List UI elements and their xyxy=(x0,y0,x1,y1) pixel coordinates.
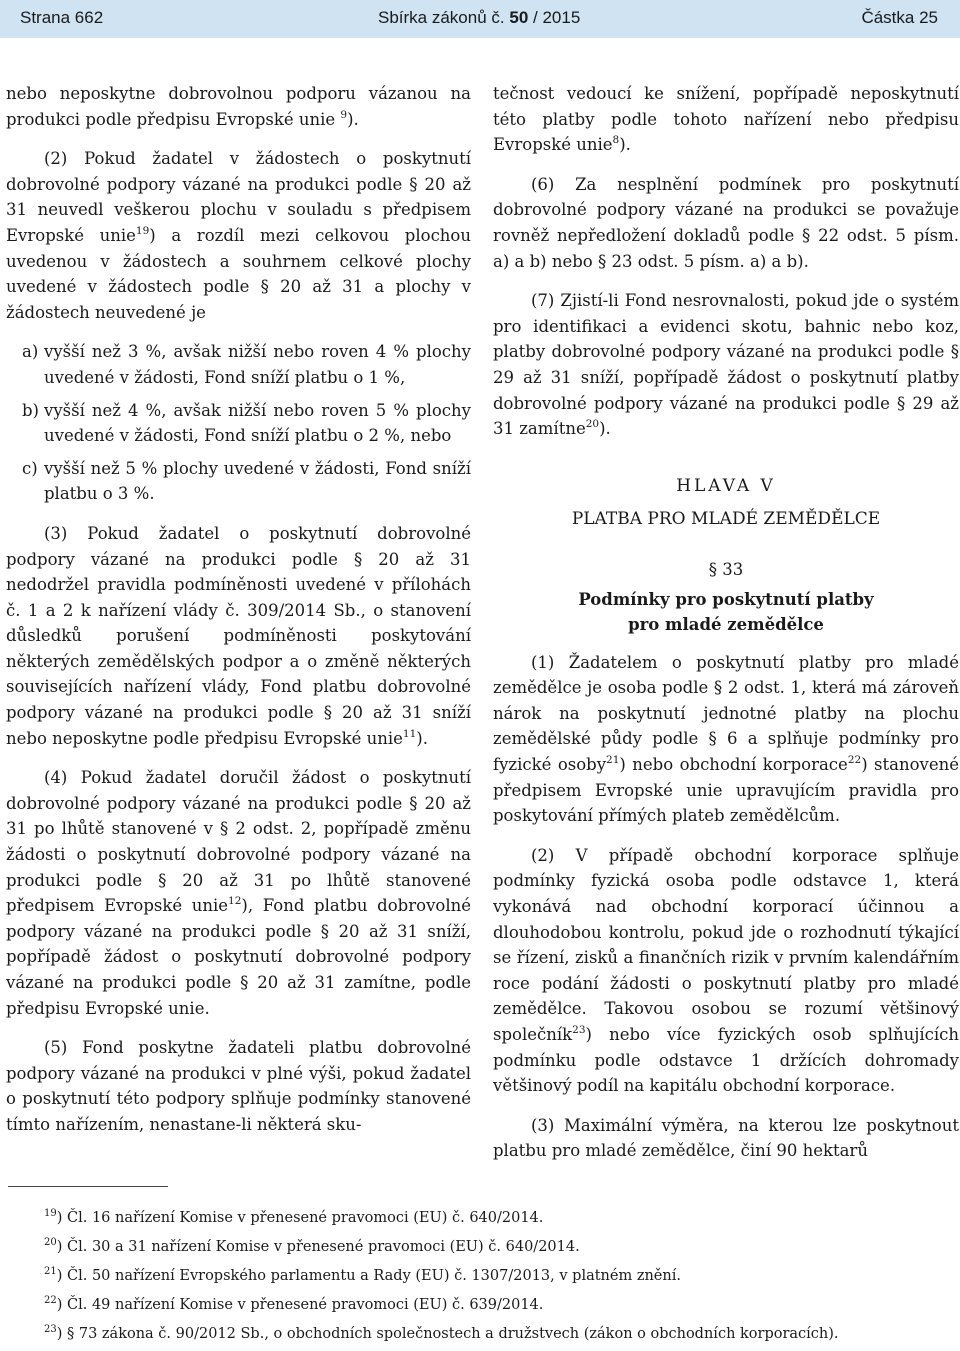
paragraph-3 xyxy=(6,521,471,751)
footnote-text: ) Čl. 30 a 31 nařízení Komise v přenesené pravomoci (EU) č. 640/2014. xyxy=(56,1239,580,1255)
footnote-ref[interactable]: 23 xyxy=(572,1024,586,1036)
list-item xyxy=(6,339,471,390)
collection-prefix: Sbírka zákonů č. xyxy=(378,8,505,27)
section-title-line: Podmínky pro poskytnutí platby xyxy=(578,589,874,609)
paragraph-text: (2) Pokud žadatel v žádostech o poskytnutí dobrovolné podpory vázané na produkci podle § 20 až 31 neuvedl veškerou plochu v souladu s předpisem Evropské unie xyxy=(6,149,471,245)
list-item-label: b) xyxy=(22,400,39,420)
section-number: § 33 xyxy=(708,559,744,579)
footnote-ref[interactable]: 22 xyxy=(847,754,862,767)
footnote-number: 23 xyxy=(44,1324,57,1335)
footnote-number: 19 xyxy=(44,1208,57,1219)
subsection-1 xyxy=(493,650,959,829)
paragraph-continued xyxy=(493,81,959,158)
list-item-label: c) xyxy=(22,458,38,478)
paragraph-text: ). xyxy=(347,109,359,129)
list-item-text: vyšší než 4 %, avšak nižší nebo roven 5 % plochy uvedené v žádosti, Fond sníží platbu o 2 %, nebo xyxy=(44,400,471,446)
page-header xyxy=(0,0,960,38)
list-item xyxy=(6,398,471,449)
footnote xyxy=(44,1206,944,1231)
footnote-divider xyxy=(8,1186,168,1187)
paragraph-7 xyxy=(493,288,959,442)
left-column xyxy=(6,81,471,1152)
paragraph-text: ) stanovené předpisem Evropské unie upravujícím pravidla pro poskytování přímých plateb zemědělcům. xyxy=(493,755,960,826)
collection-number: 50 xyxy=(509,8,529,27)
collection-year: / 2015 xyxy=(533,8,581,27)
footnote-ref[interactable]: 8 xyxy=(612,134,620,147)
paragraph-text: ), Fond platbu dobrovolné podpory vázané na produkci podle § 20 až 31 sníží, popřípadě žádost o poskytnutí dobrovolné podpory vázané na produkci podle § 20 až 31 zamítne, podle předpisu Evropské unie. xyxy=(6,896,471,1018)
subsection-2 xyxy=(493,843,959,1099)
footnote-number: 20 xyxy=(44,1237,57,1248)
paragraph-5: (5) Fond poskytne žadateli platbu dobrovolné podpory vázané na produkci v plné výši, pokud žadatel o poskytnutí této podpory splňuje podmínky stanovené tímto nařízením, nenastane-li některá sku- xyxy=(6,1038,471,1134)
paragraph-text: (1) Žadatelem o poskytnutí platby pro mladé zemědělce je osoba podle § 2 odst. 1, která má zároveň nárok na poskytnutí jednotné platby na plochu zemědělské půdy podle § 6 a splňuje podmínky pro fyzické osoby xyxy=(493,652,959,775)
paragraph-2 xyxy=(6,146,471,325)
subsection-3: (3) Maximální výměra, na kterou lze poskytnout platbu pro mladé zemědělce, činí 90 hektarů xyxy=(493,1115,959,1161)
paragraph-text: (2) V případě obchodní korporace splňuje podmínky fyzická osoba podle odstavce 1, která vykonává nad obchodní korporací účinnou a dlouhodobou kontrolu, pokud jde o rozhodnutí týkající se řízení, zisků a finančních rizik v prvním kalendářním roce podání žádosti o poskytnutí platby pro mladé zemědělce. Takovou osobou se rozumí většinový společník xyxy=(493,845,959,1044)
page-number: Strana 662 xyxy=(20,8,104,27)
footnote-ref[interactable]: 11 xyxy=(402,727,417,740)
section-title xyxy=(493,587,959,638)
paragraph-6: (6) Za nesplnění podmínek pro poskytnutí dobrovolné podpory vázané na produkci se považuje rovněž nepředložení dokladů podle § 22 odst. 5 písm. a) a b) nebo § 23 odst. 5 písm. a) a b). xyxy=(493,174,959,271)
paragraph-text: ). xyxy=(416,728,428,748)
paragraph-text: nebo neposkytne dobrovolnou podporu vázanou na produkci podle předpisu Evropské unie xyxy=(6,84,471,129)
footnote-text: ) Čl. 16 nařízení Komise v přenesené pravomoci (EU) č. 640/2014. xyxy=(56,1210,544,1226)
footnote xyxy=(44,1264,944,1289)
paragraph-text: (7) Zjistí-li Fond nesrovnalosti, pokud jde o systém pro identifikaci a evidenci skotu, bahnic nebo koz, platby dobrovolné podpory vázané na produkci podle § 29 až 31 sníží, popřípadě žádost o poskytnutí platby dobrovolné podpory vázané na produkci podle § 29 až 31 zamítne xyxy=(493,291,959,439)
footnote xyxy=(44,1322,944,1347)
paragraph-text: tečnost vedoucí ke snížení, popřípadě neposkytnutí této platby podle tohoto nařízení nebo předpisu Evropské unie xyxy=(493,84,959,155)
paragraph-text: ) nebo více fyzických osob splňujících podmínku podle odstavce 1 držících dohromady většinový podíl na kapitálu obchodní korporace. xyxy=(493,1025,959,1096)
paragraph-text: (4) Pokud žadatel doručil žádost o poskytnutí dobrovolné podpory vázané na produkci podle § 20 až 31 po lhůtě stanovené v § 2 odst. 2, popřípadě změnu žádosti o poskytnutí dobrovolné podpory vázané na produkci podle § 20 až 31 po lhůtě stanovené předpisem Evropské unie xyxy=(6,768,471,916)
paragraph-text: (3) Pokud žadatel o poskytnutí dobrovolné podpory vázané na produkci podle § 20 až 31 nedodržel pravidla podmíněnosti uvedené v přílohách č. 1 a 2 k nařízení vlády č. 309/2014 Sb., o stanovení důsledků porušení podmíněnosti poskytování některých zemědělských podpor a o změně některých souvisejících nařízení vlády, Fond platbu dobrovolné podpory vázané na produkci podle § 20 až 31 sníží nebo neposkytne podle předpisu Evropské unie xyxy=(6,523,471,748)
footnotes xyxy=(44,1206,944,1351)
chapter-heading: HLAVA V xyxy=(676,475,776,496)
paragraph-text: ) nebo obchodní korporace xyxy=(619,755,848,775)
paragraph-text: ). xyxy=(599,419,611,439)
footnote-ref[interactable]: 21 xyxy=(606,754,620,767)
footnote-ref[interactable]: 20 xyxy=(585,418,600,431)
list-item-text: vyšší než 3 %, avšak nižší nebo roven 4 % plochy uvedené v žádosti, Fond sníží platbu o 1 %, xyxy=(44,342,471,387)
footnote xyxy=(44,1235,944,1260)
paragraph-continued xyxy=(6,81,471,132)
paragraph-4 xyxy=(6,765,471,1021)
part-number: Částka 25 xyxy=(861,8,938,27)
list-item xyxy=(6,456,471,507)
paragraph-text: ) a rozdíl mezi celkovou plochou uvedenou v žádostech a souhrnem celkové plochy uvedené v žádostech podle § 20 až 31 a plochy v žádostech neuvedené je xyxy=(6,225,471,322)
collection-title xyxy=(378,8,580,28)
chapter-title: PLATBA PRO MLADÉ ZEMĚDĚLCE xyxy=(571,509,881,530)
section-title-line: pro mladé zemědělce xyxy=(628,615,824,635)
list-item-label: a) xyxy=(22,342,39,362)
footnote-number: 21 xyxy=(44,1266,57,1277)
footnote-text: ) Čl. 49 nařízení Komise v přenesené pravomoci (EU) č. 639/2014. xyxy=(56,1297,544,1313)
right-column xyxy=(493,81,959,1178)
footnote-text: ) Čl. 50 nařízení Evropského parlamentu a Rady (EU) č. 1307/2013, v platném znění. xyxy=(56,1268,681,1284)
footnote-ref[interactable]: 19 xyxy=(135,224,150,237)
footnote-number: 22 xyxy=(44,1295,57,1306)
list-item-text: vyšší než 5 % plochy uvedené v žádosti, Fond sníží platbu o 3 %. xyxy=(44,458,471,504)
footnote-ref[interactable]: 12 xyxy=(228,895,242,908)
footnote-ref[interactable]: 9 xyxy=(340,108,348,121)
paragraph-text: ). xyxy=(619,135,631,155)
footnote xyxy=(44,1293,944,1318)
footnote-text: ) § 73 zákona č. 90/2012 Sb., o obchodních společnostech a družstvech (zákon o obchodních korporacích). xyxy=(56,1326,839,1342)
